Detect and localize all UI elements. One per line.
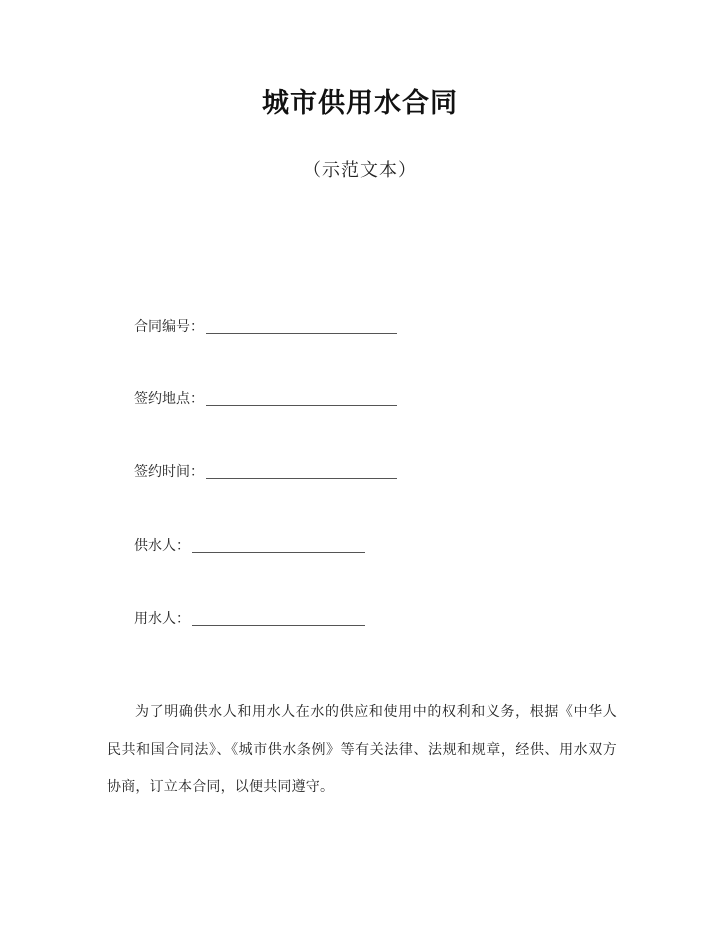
signing-time-field — [134, 458, 397, 482]
water-user-field — [134, 605, 365, 629]
water-supplier-label: 供水人： — [134, 538, 190, 554]
document-title: 城市供用水合同 — [262, 88, 458, 119]
contract-number-blank[interactable] — [206, 333, 397, 334]
signing-place-field — [134, 385, 397, 409]
water-supplier-field — [134, 532, 365, 556]
signing-place-label: 签约地点： — [134, 391, 204, 407]
signing-place-blank[interactable] — [206, 405, 397, 406]
preamble-paragraph: 为了明确供水人和用水人在水的供应和使用中的权利和义务，根据《中华人民共和国合同法》、《城市供水条例》等有关法律、法规和规章，经供、用水双方协商，订立本合同，以便共同遵守。 — [107, 704, 617, 795]
contract-number-field — [134, 313, 397, 337]
water-user-label: 用水人： — [134, 611, 190, 627]
water-supplier-blank[interactable] — [192, 552, 365, 553]
document-subtitle: （示范文本） — [303, 160, 417, 181]
contract-number-label: 合同编号： — [134, 319, 204, 335]
signing-time-label: 签约时间： — [134, 464, 204, 480]
water-user-blank[interactable] — [192, 625, 365, 626]
signing-time-blank[interactable] — [206, 478, 397, 479]
